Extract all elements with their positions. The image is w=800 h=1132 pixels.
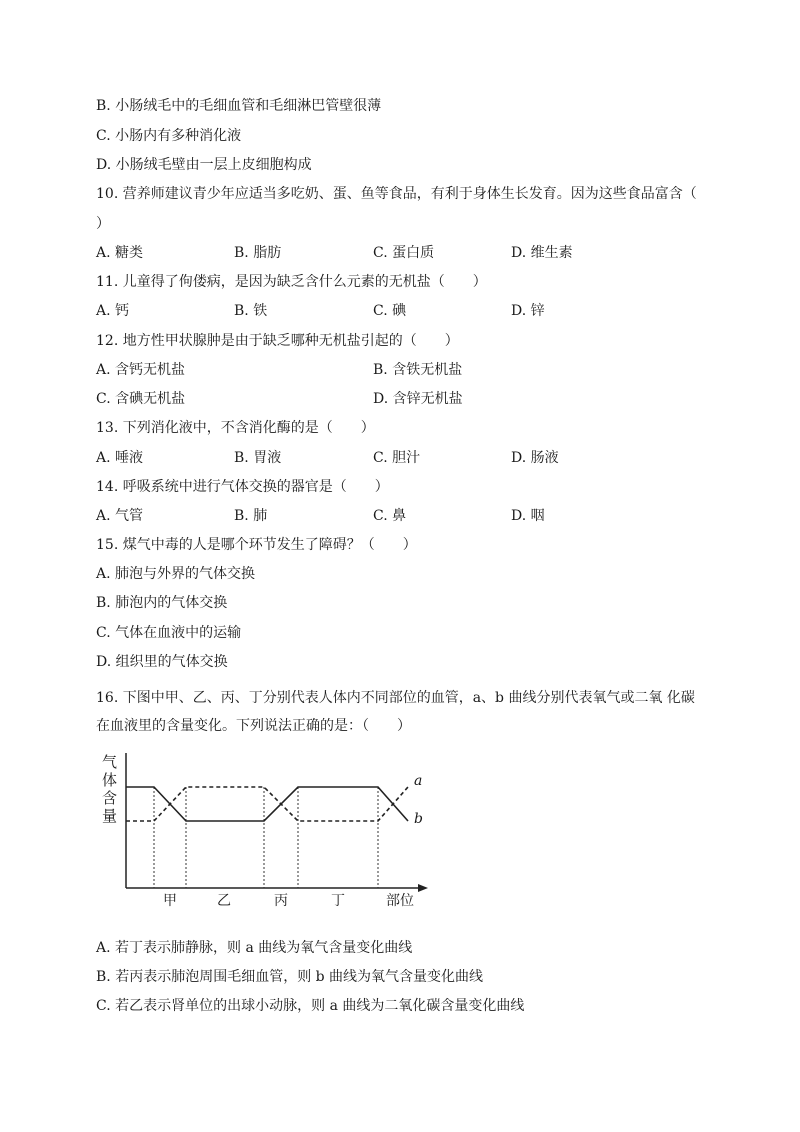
q13-stem: 13. 下列消化液中，不含消化酶的是（ ） [96,420,375,436]
q12-option-c: C. 含碘无机盐 [96,391,186,407]
gas-content-chart [96,745,436,910]
q11-option-b: B. 铁 [234,303,268,319]
y-axis-label-char: 体 [102,771,118,789]
q10-option-a: A. 糖类 [96,245,144,261]
q11-option-d: D. 锌 [511,303,545,319]
q11-stem: 11. 儿童得了佝偻病，是因为缺乏含什么元素的无机盐（ ） [96,274,487,290]
q16-stem-line1: 16. 下图中甲、乙、丙、丁分别代表人体内不同部位的血管，a、b 曲线分别代表氧气或二氧 化碳 [96,690,695,706]
q14-stem: 14. 呼吸系统中进行气体交换的器官是（ ） [96,479,389,495]
q12-option-b: B. 含铁无机盐 [373,362,463,378]
category-label: 乙 [217,893,231,909]
series-line-a [126,787,408,821]
q14-option-c: C. 鼻 [373,508,407,524]
q14-option-a: A. 气管 [96,508,144,524]
q10-option-b: B. 脂肪 [234,245,282,261]
q16-option-a: A. 若丁表示肺静脉，则 a 曲线为氧气含量变化曲线 [96,940,413,956]
x-axis-label: 部位 [386,893,414,909]
q10-stem-line2: ） [96,216,110,232]
q15-option-c: C. 气体在血液中的运输 [96,625,242,641]
q9-option-c: C. 小肠内有多种消化液 [96,128,242,144]
category-label: 丙 [274,893,288,909]
q14-option-b: B. 肺 [234,508,268,524]
y-axis-label-char: 量 [102,807,118,825]
q15-stem: 15. 煤气中毒的人是哪个环节发生了障碍？（ ） [96,537,417,553]
q9-option-b: B. 小肠绒毛中的毛细血管和毛细淋巴管壁很薄 [96,98,382,114]
q15-option-b: B. 肺泡内的气体交换 [96,595,228,611]
q12-option-a: A. 含钙无机盐 [96,362,186,378]
category-label: 甲 [163,893,177,909]
q14-option-d: D. 咽 [511,508,545,524]
q13-option-c: C. 胆汁 [373,450,421,466]
q15-option-a: A. 肺泡与外界的气体交换 [96,566,256,582]
y-axis-label-char: 含 [102,789,118,807]
series-label-b: b [414,811,423,827]
q11-option-a: A. 钙 [96,303,130,319]
q9-option-d: D. 小肠绒毛壁由一层上皮细胞构成 [96,157,312,173]
q16-stem-line2: 在血液里的含量变化。下列说法正确的是：（ ） [96,718,411,734]
q16-option-b: B. 若丙表示肺泡周围毛细血管，则 b 曲线为氧气含量变化曲线 [96,969,484,985]
series-line-b [126,787,408,821]
q10-stem-line1: 10. 营养师建议青少年应适当多吃奶、蛋、鱼等食品，有利于身体生长发育。因为这些食品富含（ [96,186,697,202]
q15-option-d: D. 组织里的气体交换 [96,654,228,670]
q13-option-d: D. 肠液 [511,450,559,466]
q12-option-d: D. 含锌无机盐 [373,391,463,407]
q13-option-b: B. 胃液 [234,450,282,466]
category-label: 丁 [331,893,345,909]
q10-option-c: C. 蛋白质 [373,245,435,261]
x-axis-arrow [418,884,428,892]
q16-option-c: C. 若乙表示肾单位的出球小动脉，则 a 曲线为二氧化碳含量变化曲线 [96,998,525,1014]
q12-stem: 12. 地方性甲状腺肿是由于缺乏哪种无机盐引起的（ ） [96,333,459,349]
q11-option-c: C. 碘 [373,303,407,319]
q13-option-a: A. 唾液 [96,450,144,466]
y-axis-label-char: 气 [102,753,118,771]
q10-option-d: D. 维生素 [511,245,573,261]
series-label-a: a [414,773,423,789]
